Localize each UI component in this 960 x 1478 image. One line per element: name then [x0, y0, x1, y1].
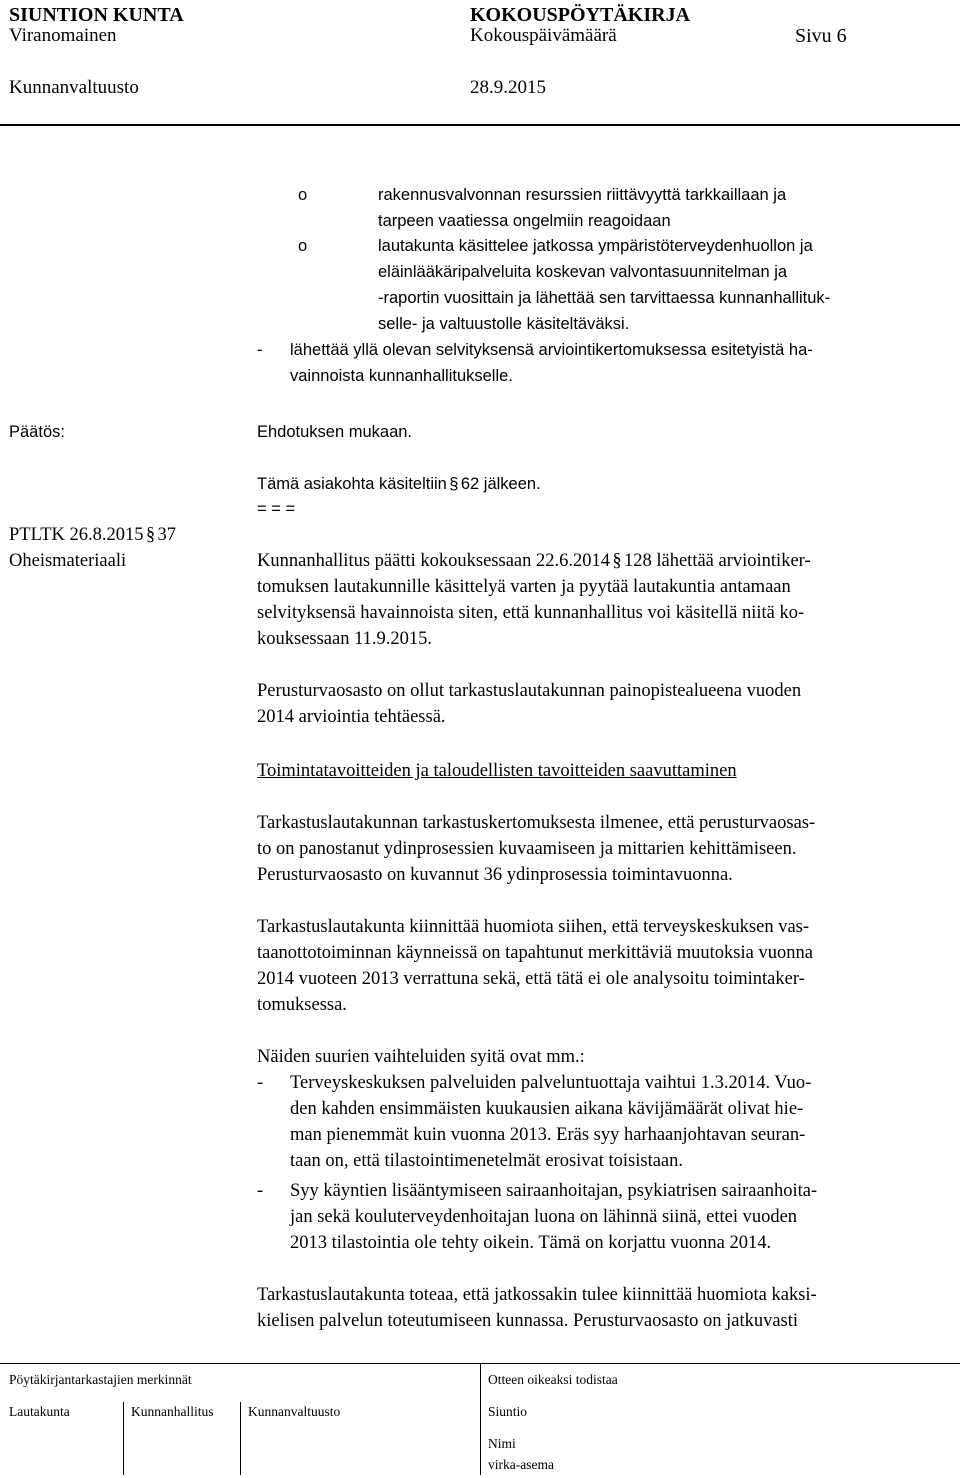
footer-title: virka-asema: [488, 1457, 554, 1472]
paragraph-line: kielisen palvelun toteutumiseen kunnassa. Perusturvaosasto on jatkuvasti: [257, 1311, 799, 1331]
dash-line: vainnoista kunnanhallitukselle.: [290, 367, 513, 385]
footer-divider: [480, 1363, 481, 1475]
paragraph-line: Perusturvaosasto on kuvannut 36 ydinprosessia toimintavuonna.: [257, 865, 733, 885]
decision-text: Ehdotuksen mukaan.: [257, 423, 413, 441]
footer-certified: Otteen oikeaksi todistaa: [488, 1372, 618, 1387]
list-line: den kahden ensimmäisten kuukausien aikana kävijämäärät olivat hie-: [290, 1099, 804, 1119]
list-line: taan on, että tilastointimenetelmät erosivat toisistaan.: [290, 1151, 684, 1171]
section-icon: §: [145, 525, 156, 545]
footer-place: Siuntio: [488, 1404, 528, 1419]
paragraph-line: selvityksensä havainnoista siten, että kunnanhallitus voi käsitellä niitä ko-: [257, 603, 805, 623]
list-intro: Näiden suurien vaihteluiden syitä ovat mm.:: [257, 1047, 585, 1067]
footer-name: Nimi: [488, 1436, 516, 1451]
footer-divider: [123, 1402, 124, 1475]
bullet-line: selle- ja valtuustolle käsiteltäväksi.: [378, 315, 630, 333]
paragraph-line: Tarkastuslautakunnan tarkastuskertomuksesta ilmenee, että perusturvaosas-: [257, 813, 816, 833]
attachment-label: Oheismateriaali: [9, 551, 127, 571]
authority-label: Viranomainen: [9, 25, 117, 46]
document-type: KOKOUSPÖYTÄKIRJA: [470, 4, 691, 26]
list-line: Syy käyntien lisääntymiseen sairaanhoitajan, psykiatrisen sairaanhoita-: [290, 1181, 818, 1201]
paragraph-line: 2014 vuoteen 2013 verrattuna sekä, että tätä ei ole analysoitu toimintaker-: [257, 969, 805, 989]
section-heading: Toimintatavoitteiden ja taloudellisten tavoitteiden saavuttaminen: [257, 761, 737, 781]
dash-marker: -: [257, 1073, 264, 1093]
meeting-date: 28.9.2015: [470, 77, 546, 98]
paragraph-line: Tarkastuslautakunta toteaa, että jatkossakin tulee kiinnittää huomiota kaksi-: [257, 1285, 817, 1305]
paragraph-line: 2014 arviointia tehtäessä.: [257, 707, 446, 727]
separator: = = =: [257, 500, 296, 518]
bullet-marker: o: [298, 186, 308, 204]
paragraph-line: taanottotoiminnan käynneissä on tapahtunut merkittäviä muutoksia vuonna: [257, 943, 813, 963]
section-icon: §: [612, 551, 622, 571]
paragraph-line: kouksessaan 11.9.2015.: [257, 629, 433, 649]
paragraph-line: tomuksen lautakunnille käsittelyä varten ja pyytää lautakuntia antamaan: [257, 577, 791, 597]
list-line: 2013 tilastointia ole tehty oikein. Tämä on korjattu vuonna 2014.: [290, 1233, 772, 1253]
processed-note: Tämä asiakohta käsiteltiin § 62 jälkeen.: [257, 471, 541, 498]
paragraph-line: to on panostanut ydinprosessien kuvaamiseen ja mittarien kehittämiseen.: [257, 839, 797, 859]
org-name: SIUNTION KUNTA: [9, 4, 184, 26]
attachment-ref: PTLTK 26.8.2015 § 37: [9, 522, 176, 548]
paragraph-line: Kunnanhallitus päätti kokouksessaan 22.6.2014 § 128 lähettää arviointiker-: [257, 548, 811, 574]
bullet-marker: o: [298, 237, 308, 255]
paragraph-line: Tarkastuslautakunta kiinnittää huomiota siihen, että terveyskeskuksen vas-: [257, 917, 810, 937]
header-rule: [0, 124, 960, 126]
authority-name: Kunnanvaltuusto: [9, 77, 139, 98]
meeting-date-label: Kokouspäivämäärä: [470, 25, 617, 46]
footer-divider: [240, 1402, 241, 1475]
bullet-line: lautakunta käsittelee jatkossa ympäristöterveydenhuollon ja: [378, 237, 813, 255]
dash-marker: -: [257, 1181, 264, 1201]
footer-kunnanhallitus: Kunnanhallitus: [131, 1404, 214, 1419]
bullet-line: eläinlääkäripalveluita koskevan valvontasuunnitelman ja: [378, 263, 788, 281]
bullet-line: -raportin vuosittain ja lähettää sen tarvittaessa kunnanhallituk-: [378, 289, 831, 307]
bullet-line: tarpeen vaatiessa ongelmiin reagoidaan: [378, 212, 671, 230]
footer-kunnanvaltuusto: Kunnanvaltuusto: [248, 1404, 341, 1419]
section-icon: §: [449, 475, 459, 493]
paragraph-line: Perusturvaosasto on ollut tarkastuslautakunnan painopistealueena vuoden: [257, 681, 802, 701]
bullet-line: rakennusvalvonnan resurssien riittävyyttä tarkkaillaan ja: [378, 186, 787, 204]
page-number: Sivu 6: [795, 25, 847, 47]
list-line: Terveyskeskuksen palveluiden palveluntuottaja vaihtui 1.3.2014. Vuo-: [290, 1073, 812, 1093]
footer-checkers: Pöytäkirjantarkastajien merkinnät: [9, 1372, 192, 1387]
paragraph-line: tomuksessa.: [257, 995, 347, 1015]
list-line: jan sekä kouluterveydenhoitajan luona on lähinnä siinä, ettei vuoden: [290, 1207, 798, 1227]
dash-marker: -: [257, 341, 263, 359]
dash-line: lähettää yllä olevan selvityksensä arviointikertomuksessa esitetyistä ha-: [290, 341, 813, 359]
list-line: man pienemmät kuin vuonna 2013. Eräs syy harhaanjohtavan seuran-: [290, 1125, 806, 1145]
footer-lautakunta: Lautakunta: [9, 1404, 70, 1419]
decision-label: Päätös:: [9, 423, 65, 441]
